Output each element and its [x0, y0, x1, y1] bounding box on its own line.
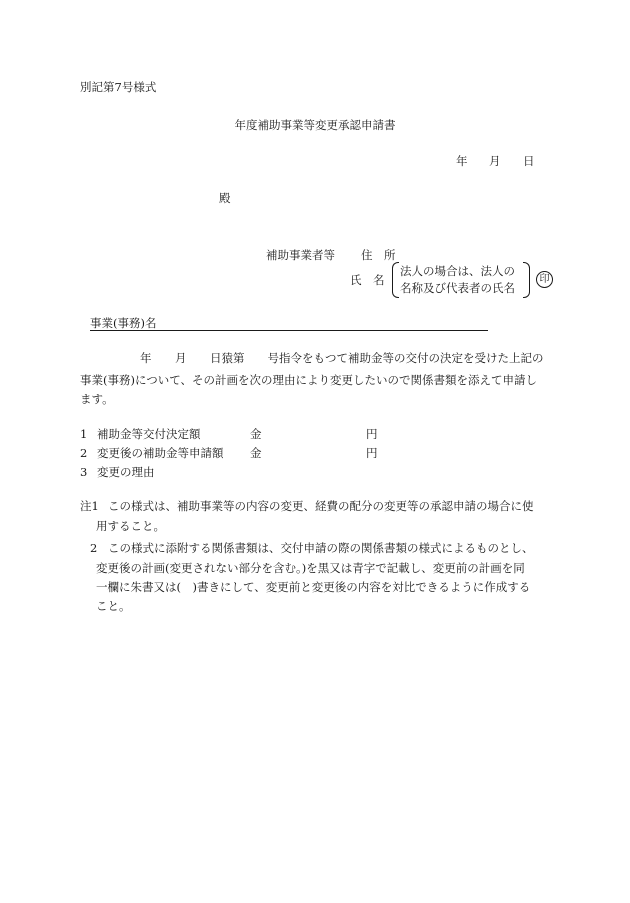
body-month: 月	[175, 351, 187, 365]
project-name-underline	[90, 330, 488, 331]
applicant-label: 補助事業者等	[266, 248, 335, 262]
left-bracket	[392, 262, 399, 298]
date-year-label: 年	[456, 154, 468, 168]
corporate-note-line2: 名称及び代表者の氏名	[400, 281, 515, 295]
seal-mark: 印	[536, 271, 553, 288]
item-number: 2	[80, 446, 88, 460]
form-number: 別記第7号様式	[80, 80, 157, 94]
corporate-name-note	[392, 262, 530, 298]
item-number: 3	[80, 465, 88, 479]
project-name-label: 事業(事務)名	[90, 316, 157, 330]
item-number: 1	[80, 427, 88, 441]
right-bracket	[523, 262, 530, 298]
note-2-line4: こと。	[96, 599, 131, 613]
item-label: 補助金等交付決定額	[97, 427, 201, 441]
body-line3: ます。	[80, 392, 114, 406]
note-2-line2: 変更後の計画(変更されない部分を含む。)を黒又は青字で記載し、変更前の計画を同	[96, 561, 525, 575]
corporate-note-line1: 法人の場合は、法人の	[400, 264, 515, 278]
item-kin: 金	[250, 427, 262, 441]
body-year: 年	[140, 351, 152, 365]
note-1-label: 注1	[80, 499, 99, 513]
item-label: 変更後の補助金等申請額	[97, 446, 224, 460]
note-1-line2: 用すること。	[96, 519, 165, 533]
item-label: 変更の理由	[97, 465, 155, 479]
note-2-line1: この様式に添附する関係書類は、交付申請の際の関係書類の様式によるものとし、	[108, 541, 534, 555]
date-day-label: 日	[523, 154, 535, 168]
item-yen: 円	[366, 446, 378, 460]
date-month-label: 月	[489, 154, 501, 168]
note-2-line3: 一欄に朱書又は( )書きにして、変更前と変更後の内容を対比できるように作成する	[96, 580, 531, 594]
note-1-line1: この様式は、補助事業等の内容の変更、経費の配分の変更等の承認申請の場合に使	[108, 499, 534, 513]
body-line2: 事業(事務)について、その計画を次の理由により変更したいので関係書類を添えて申請し	[80, 373, 538, 387]
document-title: 年度補助事業等変更承認申請書	[234, 118, 396, 132]
address-label: 住 所	[361, 248, 396, 262]
body-line1: 日猿第 号指令をもつて補助金等の交付の決定を受けた上記の	[210, 351, 544, 365]
addressee-suffix: 殿	[219, 191, 231, 205]
item-kin: 金	[250, 446, 262, 460]
item-yen: 円	[366, 427, 378, 441]
note-2-label: 2	[90, 541, 98, 555]
name-label: 氏 名	[350, 273, 385, 287]
